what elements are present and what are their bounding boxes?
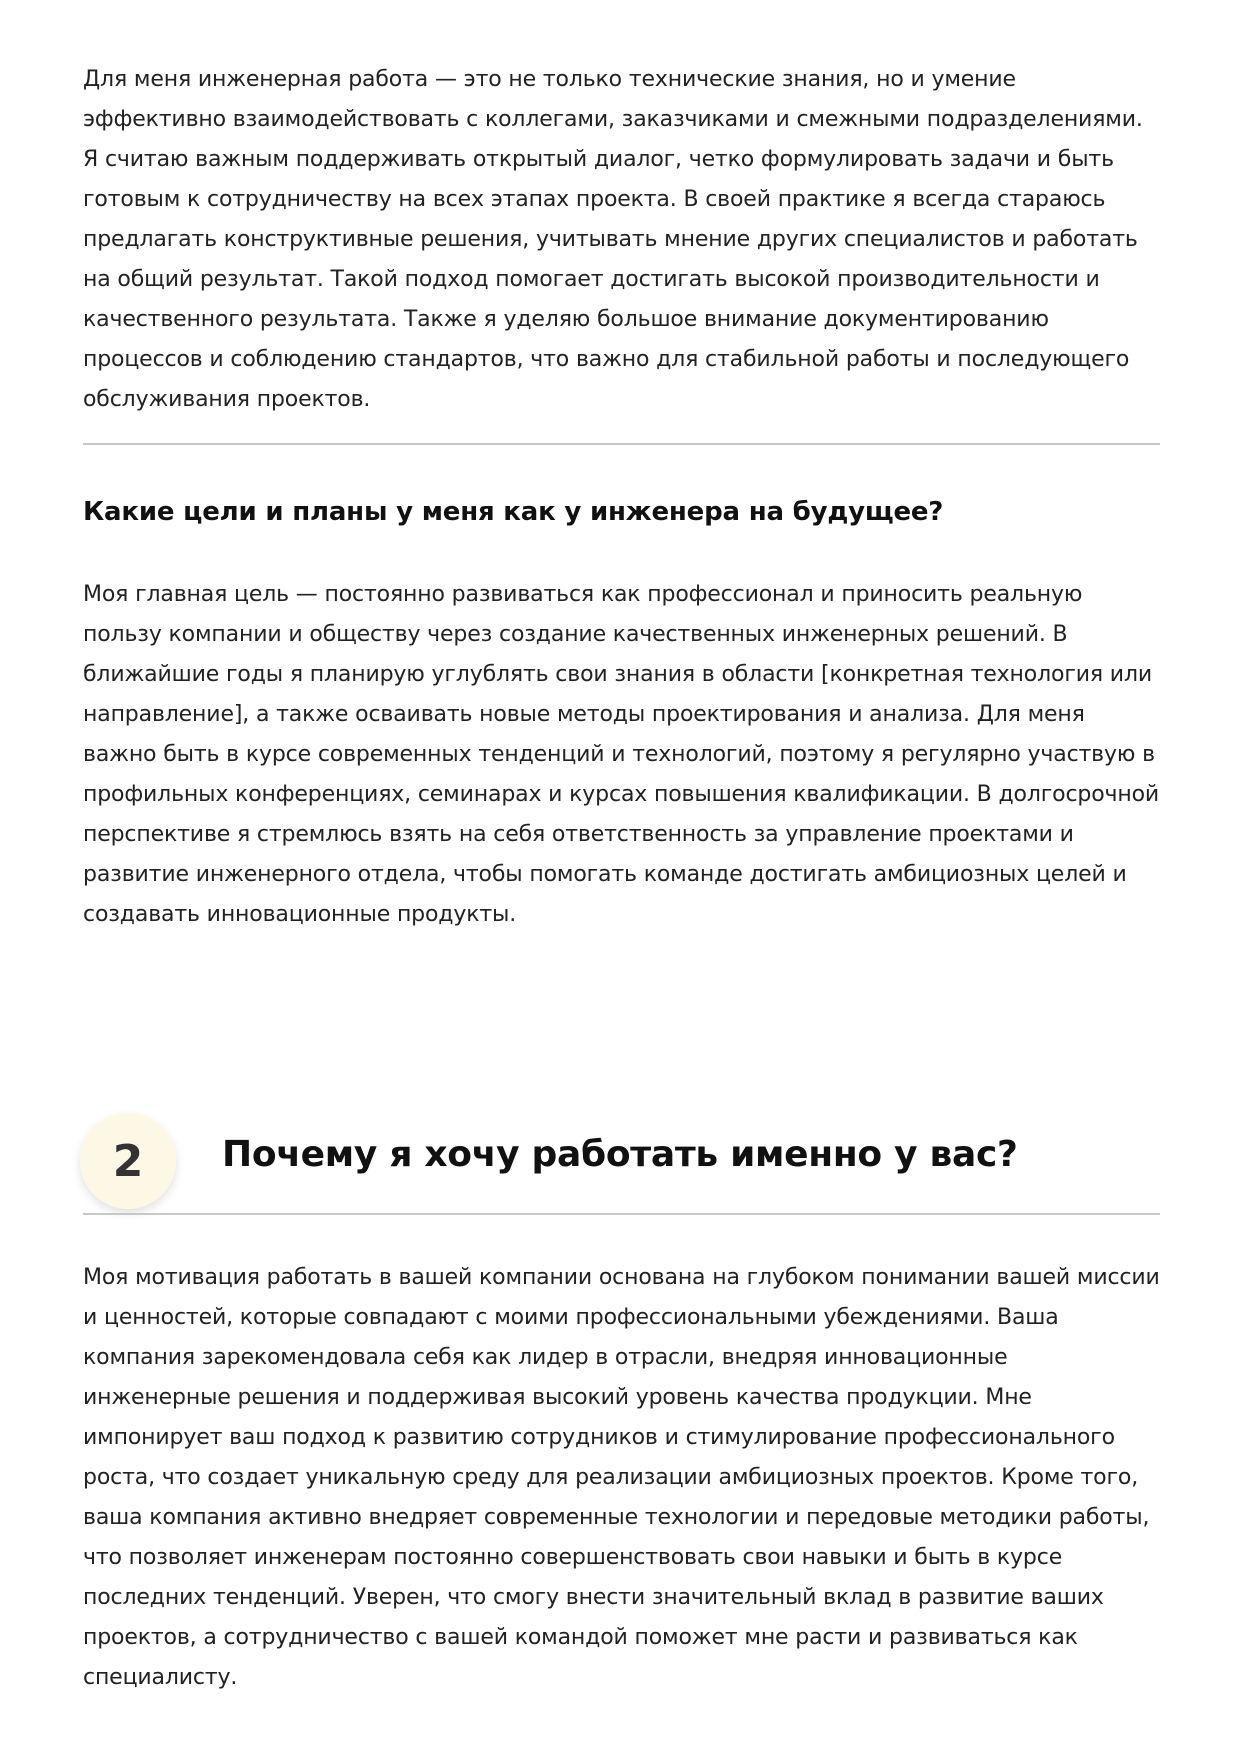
section-title-divider: [83, 1213, 1160, 1215]
motivation-paragraph: Моя мотивация работать в вашей компании основана на глубоком понимании вашей миссии и ценностей, которые совпадают с моими профессиональными убеждениями. Ваша компания зарекомендовала себя как лидер в отрасли, внедряя инновационные инженерные решения и поддерживая высокий уровень качества продукции. Мне импонирует ваш подход к развитию сотрудников и стимулирование профессионального роста, что создает уникальную среду для реализации амбициозных проектов. Кроме того, ваша компания активно внедряет современные технологии и передовые методики работы, что позволяет инженерам постоянно совершенствовать свои навыки и быть в курсе последних тенденций. Уверен, что смогу внести значительный вклад в развитие ваших проектов, а сотрудничество с вашей командой поможет мне расти и развиваться как специалисту.: [83, 1265, 1160, 1690]
section-title: Почему я хочу работать именно у вас?: [222, 1134, 1018, 1175]
goals-heading: Какие цели и планы у меня как у инженера на будущее?: [83, 497, 944, 527]
section-divider: [83, 443, 1160, 445]
intro-paragraph: Для меня инженерная работа — это не только технические знания, но и умение эффективно взаимодействовать с коллегами, заказчиками и смежными подразделениями. Я считаю важным поддерживать открытый диалог, четко формулировать задачи и быть готовым к сотрудничеству на всех этапах проекта. В своей практике я всегда стараюсь предлагать конструктивные решения, учитывать мнение других специалистов и работать на общий результат. Такой подход помогает достигать высокой производительности и качественного результата. Также я уделяю большое внимание документированию процессов и соблюдению стандартов, что важно для стабильной работы и последующего обслуживания проектов.: [83, 67, 1143, 412]
section-number-badge: 2: [80, 1113, 176, 1209]
goals-paragraph: Моя главная цель — постоянно развиваться как профессионал и приносить реальную пользу компании и обществу через создание качественных инженерных решений. В ближайшие годы я планирую углублять свои знания в области [конкретная технология или направление], а также осваивать новые методы проектирования и анализа. Для меня важно быть в курсе современных тенденций и технологий, поэтому я регулярно участвую в профильных конференциях, семинарах и курсах повышения квалификации. В долгосрочной перспективе я стремлюсь взять на себя ответственность за управление проектами и развитие инженерного отдела, чтобы помогать команде достигать амбициозных целей и создавать инновационные продукты.: [83, 582, 1160, 927]
